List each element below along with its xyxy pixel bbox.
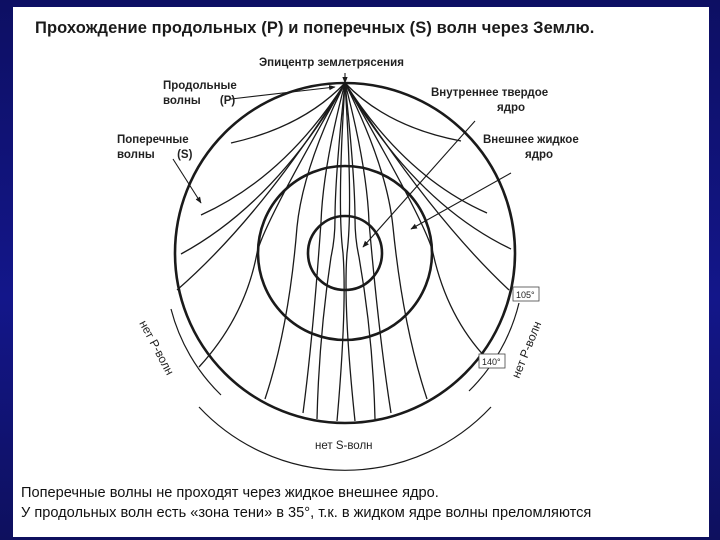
caption-line-2: У продольных волн есть «зона тени» в 35°, т.к. в жидком ядре волны преломляются: [21, 505, 592, 521]
inner-core-label-2: ядро: [497, 102, 526, 114]
angle-140-label: 140°: [482, 357, 501, 367]
inner-core-label-1: Внутреннее твердое: [431, 87, 549, 99]
angle-140-box: [479, 354, 505, 368]
caption-line-1: Поперечные волны не проходят через жидкое внешнее ядро.: [21, 485, 439, 501]
outer-core-label-2: ядро: [525, 149, 554, 161]
slide: [13, 7, 709, 537]
s-waves-label-1: Поперечные: [117, 134, 189, 146]
angle-105-box: [513, 287, 539, 301]
outer-core-label-1: Внешнее жидкое: [483, 134, 579, 146]
arrow-inner-core: [363, 121, 475, 247]
arrow-p-waves: [231, 87, 335, 99]
earth-wave-diagram: [13, 7, 709, 477]
p-waves-label-2: волны (Р): [163, 95, 236, 107]
wave-rays: [177, 83, 511, 421]
p-waves-label-1: Продольные: [163, 80, 237, 92]
ray-left-6: [265, 83, 345, 399]
epicenter-label: Эпицентр землетрясения: [259, 57, 404, 69]
no-p-waves-left-label: нет Р-волн: [136, 317, 177, 378]
ray-left-4: [177, 83, 345, 290]
no-p-waves-right-label: нет Р-волн: [508, 319, 545, 381]
slide-title: Прохождение продольных (Р) и поперечных (S) волн через Землю.: [35, 19, 595, 37]
arc-no-s: [199, 407, 491, 470]
arc-no-p-left: [171, 309, 221, 395]
ray-right-4: [345, 83, 509, 290]
ray-right-6: [345, 83, 427, 399]
ray-center-1: [337, 83, 345, 421]
arrow-outer-core: [411, 173, 511, 229]
s-waves-label-2: волны (S): [117, 149, 193, 161]
no-s-waves-label: нет S-волн: [315, 440, 373, 452]
ray-right-5: [345, 83, 487, 359]
arrow-s-waves: [173, 159, 201, 203]
angle-105-label: 105°: [516, 290, 535, 300]
